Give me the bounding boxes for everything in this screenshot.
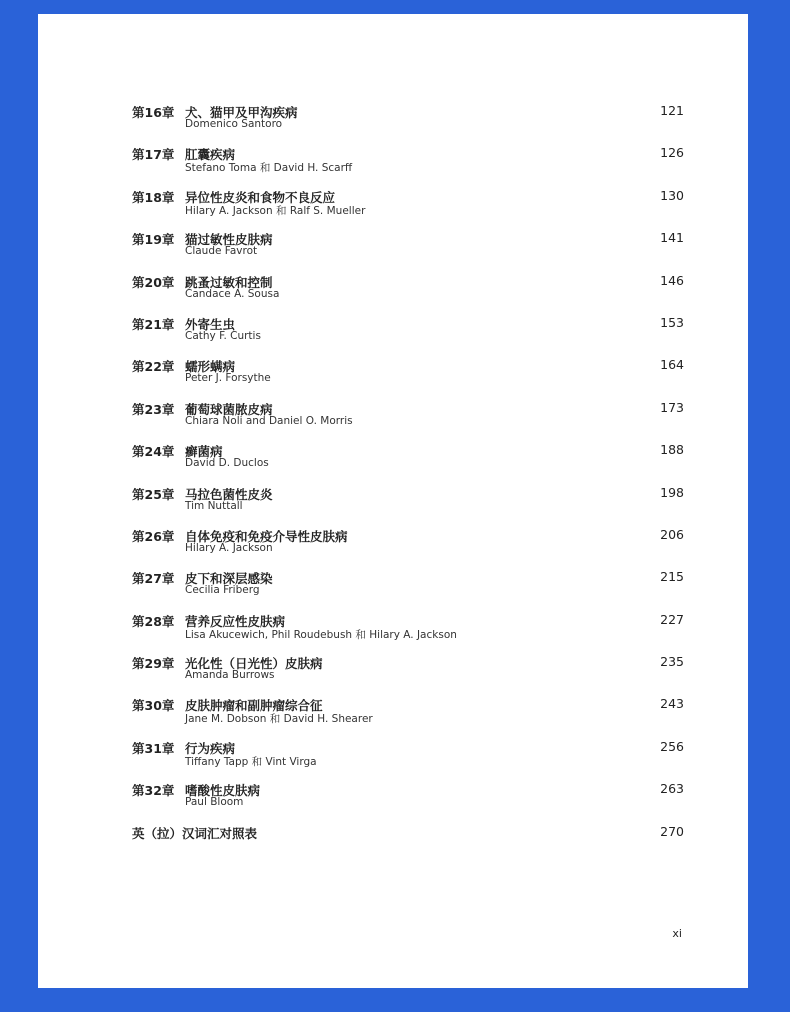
toc-entry[interactable] xyxy=(132,569,684,611)
toc-entry[interactable] xyxy=(132,273,684,315)
chapter-number: 第18章 xyxy=(132,189,175,205)
chapter-number: 第25章 xyxy=(132,486,175,502)
chapter-page: 235 xyxy=(660,654,684,670)
chapter-page: 206 xyxy=(660,526,684,542)
toc-entry[interactable] xyxy=(132,739,684,781)
chapter-author: Paul Bloom xyxy=(185,796,244,809)
chapter-number: 第30章 xyxy=(132,698,175,714)
glossary-title: 英（拉）汉词汇对照表 xyxy=(132,825,258,841)
chapter-number: 第17章 xyxy=(132,147,175,163)
chapter-number: 第19章 xyxy=(132,232,175,248)
toc-entry[interactable] xyxy=(132,442,684,484)
chapter-number: 第32章 xyxy=(132,783,175,799)
toc-entry[interactable] xyxy=(132,357,684,399)
chapter-number: 第20章 xyxy=(132,274,175,290)
chapter-title: 营养反应性皮肤病 xyxy=(185,613,286,629)
document-page xyxy=(38,14,748,988)
chapter-title: 葡萄球菌脓皮病 xyxy=(185,401,273,417)
chapter-page: 146 xyxy=(660,272,684,288)
chapter-number: 第29章 xyxy=(132,656,175,672)
chapter-author: David D. Duclos xyxy=(185,457,269,470)
chapter-author: Hilary A. Jackson 和 Ralf S. Mueller xyxy=(185,204,366,217)
chapter-author: Cecilia Friberg xyxy=(185,584,260,597)
chapter-number: 第16章 xyxy=(132,105,175,120)
toc-entry-glossary[interactable] xyxy=(132,824,684,866)
chapter-title: 行为疾病 xyxy=(185,740,236,756)
chapter-title: 猫过敏性皮肤病 xyxy=(185,232,273,248)
chapter-number: 第28章 xyxy=(132,613,175,629)
chapter-page: 173 xyxy=(660,399,684,415)
chapter-page: 263 xyxy=(660,781,684,797)
table-of-contents xyxy=(132,103,684,866)
chapter-title: 马拉色菌性皮炎 xyxy=(185,486,273,502)
chapter-title: 犬、猫甲及甲沟疾病 xyxy=(185,105,298,120)
chapter-author: Hilary A. Jackson xyxy=(185,541,273,554)
chapter-author: Tiffany Tapp 和 Vint Virga xyxy=(185,755,317,768)
chapter-title: 蠕形螨病 xyxy=(185,359,236,375)
chapter-number: 第31章 xyxy=(132,740,175,756)
toc-entry[interactable] xyxy=(132,696,684,738)
chapter-page: 215 xyxy=(660,569,684,585)
toc-entry[interactable] xyxy=(132,315,684,357)
chapter-title: 癣菌病 xyxy=(185,444,223,460)
chapter-author: Tim Nuttall xyxy=(185,499,243,512)
toc-entry[interactable] xyxy=(132,103,684,145)
chapter-author: Candace A. Sousa xyxy=(185,287,280,300)
toc-entry[interactable] xyxy=(132,612,684,654)
chapter-author: Domenico Santoro xyxy=(185,118,283,130)
chapter-number: 第27章 xyxy=(132,571,175,587)
toc-entry[interactable] xyxy=(132,145,684,187)
chapter-title: 异位性皮炎和食物不良反应 xyxy=(185,189,336,205)
chapter-page: 141 xyxy=(660,230,684,246)
page-number: xi xyxy=(672,927,682,940)
toc-entry[interactable] xyxy=(132,654,684,696)
chapter-author: Lisa Akucewich, Phil Roudebush 和 Hilary A. Jackson xyxy=(185,628,457,641)
chapter-author: Stefano Toma 和 David H. Scarff xyxy=(185,162,353,175)
chapter-page: 130 xyxy=(660,187,684,203)
glossary-page: 270 xyxy=(660,823,684,839)
chapter-title: 皮下和深层感染 xyxy=(185,571,273,587)
chapter-author: Jane M. Dobson 和 David H. Shearer xyxy=(185,713,373,726)
chapter-title: 光化性（日光性）皮肤病 xyxy=(185,656,323,672)
toc-entry[interactable] xyxy=(132,230,684,272)
chapter-title: 皮肤肿瘤和副肿瘤综合征 xyxy=(185,698,323,714)
chapter-number: 第22章 xyxy=(132,359,175,375)
chapter-page: 256 xyxy=(660,738,684,754)
chapter-title: 自体免疫和免疫介导性皮肤病 xyxy=(185,528,348,544)
chapter-number: 第21章 xyxy=(132,316,175,332)
chapter-author: Cathy F. Curtis xyxy=(185,329,261,342)
chapter-number: 第26章 xyxy=(132,528,175,544)
chapter-page: 164 xyxy=(660,357,684,373)
chapter-page: 188 xyxy=(660,442,684,458)
chapter-author: Claude Favrot xyxy=(185,245,258,258)
toc-entry[interactable] xyxy=(132,400,684,442)
chapter-title: 外寄生虫 xyxy=(185,316,236,332)
chapter-author: Amanda Burrows xyxy=(185,669,275,682)
chapter-page: 126 xyxy=(660,145,684,161)
toc-entry[interactable] xyxy=(132,485,684,527)
chapter-number: 第24章 xyxy=(132,444,175,460)
chapter-page: 153 xyxy=(660,314,684,330)
chapter-title: 肛囊疾病 xyxy=(185,147,236,163)
chapter-page: 121 xyxy=(660,103,684,118)
chapter-title: 跳蚤过敏和控制 xyxy=(185,274,273,290)
chapter-title: 嗜酸性皮肤病 xyxy=(185,783,261,799)
toc-entry[interactable] xyxy=(132,188,684,230)
chapter-author: Peter J. Forsythe xyxy=(185,372,271,385)
chapter-page: 243 xyxy=(660,696,684,712)
toc-entry[interactable] xyxy=(132,527,684,569)
toc-entry[interactable] xyxy=(132,781,684,823)
chapter-number: 第23章 xyxy=(132,401,175,417)
chapter-author: Chiara Noli and Daniel O. Morris xyxy=(185,414,353,427)
chapter-page: 227 xyxy=(660,611,684,627)
chapter-page: 198 xyxy=(660,484,684,500)
